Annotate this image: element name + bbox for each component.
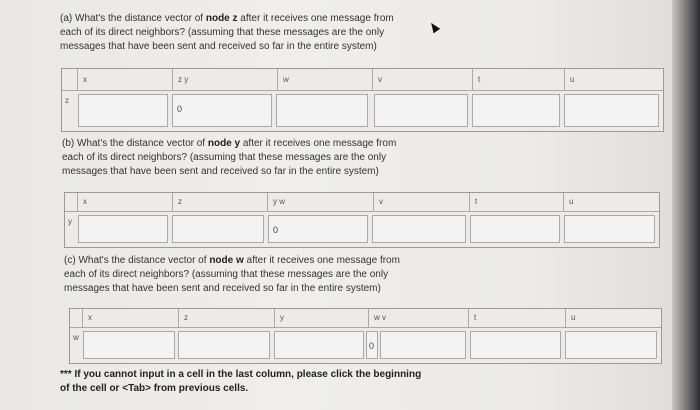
column-header: v — [372, 69, 472, 90]
cell-u-input[interactable] — [564, 94, 659, 127]
cell-u-input[interactable] — [564, 215, 655, 243]
cell-t-input[interactable] — [470, 215, 560, 243]
row-label: w — [73, 333, 79, 342]
distance-vector-table-b — [64, 192, 660, 248]
column-header: x — [82, 309, 178, 327]
table-value-row — [70, 327, 661, 363]
column-header: u — [564, 69, 663, 90]
column-header: u — [563, 193, 659, 211]
column-header: z — [178, 309, 274, 327]
question-b-text: (b) What's the distance vector of node y after it receives one message from each of its direct neighbors? (assuming that these messages are the only messages that have been sent and received so far in the entire system) — [62, 138, 397, 177]
cell-x-input[interactable] — [78, 215, 168, 243]
column-header: z — [172, 193, 267, 211]
cell-z-input[interactable]: 0 — [172, 94, 272, 127]
column-header: t — [468, 309, 565, 327]
column-header: x — [77, 193, 172, 211]
column-header: x — [77, 69, 172, 90]
cell-w-input[interactable]: 0 — [366, 331, 378, 359]
cell-z-input[interactable] — [178, 331, 270, 359]
row-label: z — [65, 96, 69, 105]
cell-t-input[interactable] — [470, 331, 561, 359]
column-header: t — [469, 193, 563, 211]
screen-edge — [672, 0, 700, 410]
distance-vector-table-c — [69, 308, 662, 364]
table-header-row — [70, 309, 661, 328]
column-header: w v — [368, 309, 468, 327]
column-header: u — [565, 309, 661, 327]
footnote: *** If you cannot input in a cell in the last column, please click the beginning of the cell or <Tab> from previous cells. — [60, 369, 422, 394]
table-value-row — [65, 211, 659, 247]
column-header: z y — [172, 69, 277, 90]
table-header-row — [65, 193, 659, 212]
table-header-row — [62, 69, 663, 91]
column-header: y — [274, 309, 368, 327]
mouse-cursor-icon — [428, 21, 440, 34]
row-label: y — [68, 217, 72, 226]
cell-x-input[interactable] — [78, 94, 168, 127]
cell-x-input[interactable] — [83, 331, 175, 359]
cell-v-input[interactable] — [380, 331, 466, 359]
table-value-row — [62, 90, 663, 131]
cell-t-input[interactable] — [472, 94, 560, 127]
cell-y-input[interactable] — [274, 331, 364, 359]
distance-vector-table-a — [61, 68, 664, 132]
column-header: t — [472, 69, 564, 90]
column-header: y w — [267, 193, 373, 211]
question-a-text: (a) What's the distance vector of node z after it receives one message from each of its direct neighbors? (assuming that these messages are the only messages that have been sent and received so far in the entire system) — [60, 13, 394, 52]
question-c-text: (c) What's the distance vector of node w after it receives one message from each of its direct neighbors? (assuming that these messages are the only messages that have been sent and received so far in the entire system) — [64, 255, 400, 294]
cell-w-input[interactable] — [276, 94, 368, 127]
cell-z-input[interactable] — [172, 215, 264, 243]
cell-y-input[interactable]: 0 — [268, 215, 368, 243]
column-header: v — [373, 193, 469, 211]
column-header: w — [277, 69, 372, 90]
cell-v-input[interactable] — [374, 94, 468, 127]
cell-u-input[interactable] — [565, 331, 657, 359]
cell-v-input[interactable] — [372, 215, 466, 243]
